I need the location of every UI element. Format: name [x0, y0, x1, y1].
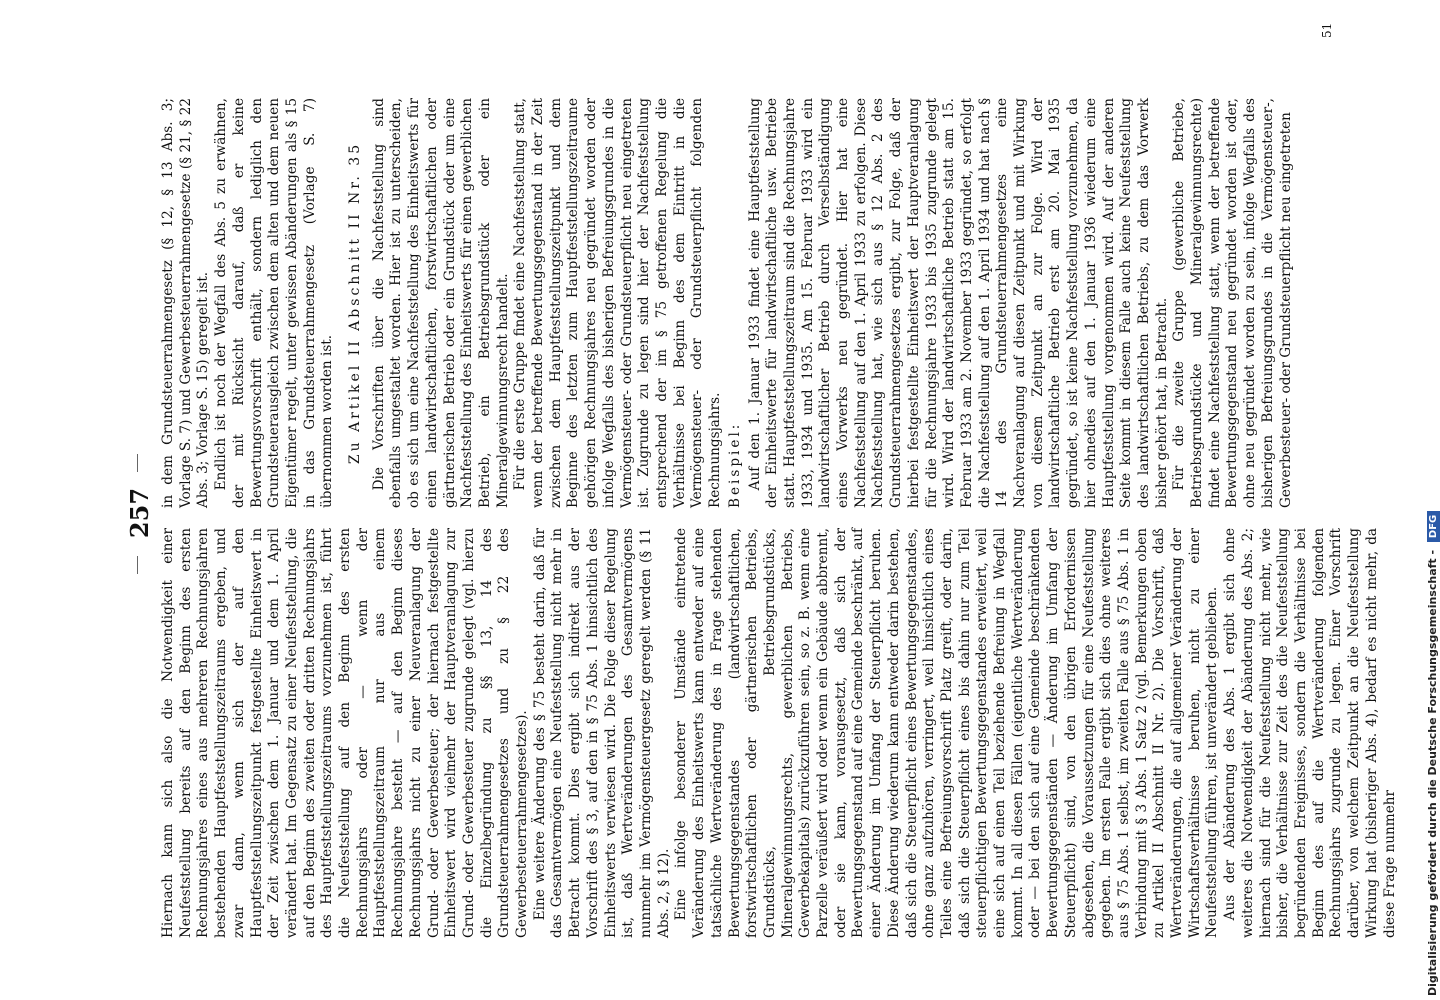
page-number-dash-right [137, 454, 138, 472]
scanned-page [125, 22, 1398, 938]
footer-number: 51 [1320, 22, 1334, 38]
right-paragraph-zweite-gruppe: Für die zweite Gruppe (gewerbliche Betriebe, Betriebsgrundstücke und Mineralgewinnungsrechte) findet eine Nachfeststellung statt, wenn der betreffende Bewertungsgegenstand neu gegründet worden ist oder, ohne neu gegründet worden zu sein, infolge Wegfalls des bisherigen Befreiungsgrundes in die Vermögensteuer-, Gewerbesteuer- oder Grundsteuerpflicht neu eingetreten [1171, 98, 1294, 508]
left-paragraph-3: Eine infolge besonderer Umstände eintretende Veränderung des Einheitswerts kann entweder auf eine tatsächliche Wertveränderung des in Frage stehenden Bewertungsgegenstandes (landwirtschaftlichen, forstwirtschaftlichen oder gärtnerischen Betriebs, Grundstücks, Betriebsgrundstücks, Mineralgewinnungsrechts, gewerblichen Betriebs, Gewerbekapitals) zurückzuführen sein, so z. B. wenn eine Parzelle veräußert wird oder wenn ein Gebäude abbrennt, oder sie kann, vorausgesetzt, daß sich der Bewertungsgegenstand auf eine Gemeinde beschränkt, auf einer Änderung im Umfang der Steuerpflicht beruhen. Diese Änderung wiederum kann entweder darin bestehen, daß sich die Steuerpflicht eines Bewertungsgegenstandes, ohne ganz aufzuhören, verringert, weil hinsichtlich eines Teiles eine Befreiungsvorschrift Platz greift, oder darin, daß sich die Steuerpflicht eines bis dahin nur zum Teil steuerpflichtigen Bewertungsgegenstandes erweitert, weil eine sich auf einen Teil beziehende Befreiung in Wegfall kommt. In all diesen Fällen (eigentliche Wertveränderung oder — bei den sich auf eine Gemeinde beschränkenden Bewertungsgegenständen — Änderung im Umfang der Steuerpflicht) sind, von den übrigen Erfordernissen abgesehen, die Voraussetzungen für eine Neufeststellung gegeben. Im ersten Falle ergibt sich dies ohne weiteres aus § 75 Abs. 1 selbst, im zweiten Falle aus § 75 Abs. 1 in Verbindung mit § 3 Abs. 1 Satz 2 (vgl. Bemerkungen oben zu Artikel II Abschnitt II Nr. 2). Die Vorschrift, daß Wertveränderungen, die auf allgemeiner Veränderung der Wirtschaftsverhältnisse beruhen, nicht zu einer Neufeststellung führen, ist unverändert geblieben. [673, 528, 1221, 938]
left-paragraph-1: Hiernach kann sich also die Notwendigkeit einer Neufeststellung bereits auf den Beginn des ersten Rechnungsjahres eines aus mehreren Rechnungsjahren bestehenden Hauptfeststellungszeitraums ergeben, und zwar dann, wenn sich der auf den Hauptfeststellungszeitpunkt festgestellte Einheitswert in der Zeit zwischen dem 1. Januar und dem 1. April verändert hat. Im Gegensatz zu einer Neufeststellung, die auf den Beginn des zweiten oder dritten Rechnungsjahrs des Hauptfeststellungszeitraums vorzunehmen ist, führt die Neufeststellung auf den Beginn des ersten Rechnungsjahrs oder — wenn der Hauptfeststellungszeitraum nur aus einem Rechnungsjahre besteht — auf den Beginn dieses Rechnungsjahrs nicht zu einer Neuveranlagung der Grund- oder Gewerbesteuer; der hiernach festgestellte Einheitswert wird vielmehr der Hauptveranlagung zur Grund- oder Gewerbesteuer zugrunde gelegt (vgl. hierzu die Einzelbegründung zu §§ 13, 14 des Grundsteuerrahmengesetzes und zu § 22 des Gewerbesteuerrahmengesetzes). [160, 528, 531, 938]
dfg-attribution [1402, 0, 1439, 1000]
attribution-text: Digitalisierung gefördert durch die Deutsche Forschungsgemeinschaft - [1426, 549, 1439, 996]
left-text-column [160, 528, 1399, 938]
right-paragraph-beispiel: Auf den 1. Januar 1933 findet eine Hauptfeststellung der Einheitswerte für landwirtschaftliche usw. Betriebe statt. Hauptfeststellungszeitraum sind die Rechnungsjahre 1933, 1934 und 1935. Am 15. Februar 1933 wird ein landwirtschaftlicher Betrieb durch Verselbständigung eines Vorwerks neu gegründet. Hier hat eine Nachfeststellung auf den 1. April 1933 zu erfolgen. Diese Nachfeststellung hat, wie sich aus § 12 Abs. 2 des Grundsteuerrahmengesetzes ergibt, zur Folge, daß der hierbei festgestellte Einheitswert der Hauptveranlagung für die Rechnungsjahre 1933 bis 1935 zugrunde gelegt wird. Wird der landwirtschaftliche Betrieb statt am 15. Februar 1933 am 2. November 1933 gegründet, so erfolgt die Nachfeststellung auf den 1. April 1934 und hat nach § 14 des Grundsteuerrahmengesetzes eine Nachveranlagung auf diesen Zeitpunkt und mit Wirkung von diesem Zeitpunkt an zur Folge. Wird der landwirtschaftliche Betrieb erst am 20. Mai 1935 gegründet, so ist keine Nachfeststellung vorzunehmen, da hier ohnedies auf den 1. Januar 1936 wiederum eine Hauptfeststellung vorgenommen wird. Auf der anderen Seite kommt in diesem Falle auch keine Neufeststellung des landwirtschaftlichen Betriebs, zu dem das Vorwerk bisher gehört hat, in Betracht. [746, 98, 1170, 508]
page-number-dash-left [137, 556, 138, 574]
right-paragraph-erste-gruppe: Für die erste Gruppe findet eine Nachfeststellung statt, wenn der betreffende Bewertungsgegenstand in der Zeit zwischen dem Hauptfeststellungszeitpunkt und dem Beginne des letzten zum Hauptfeststellungszeitraume gehörigen Rechnungsjahres neu gegründet worden oder infolge Wegfalls des bisherigen Befreiungsgrundes in die Vermögensteuer- oder Grundsteuerpflicht neu eingetreten ist. Zugrunde zu legen sind hier der Nachfeststellung entsprechend der im § 75 getroffenen Regelung die Verhältnisse bei Beginn des dem Eintritt in die Vermögensteuer- oder Grundsteuerpflicht folgenden Rechnungsjahrs. [512, 98, 724, 508]
right-intro-paragraph: in dem Grundsteuerrahmengesetz (§ 12, § 13 Abs. 3; Vorlage S. 7) und Gewerbesteuerrahmengesetze (§ 21, § 22 Abs. 3; Vorlage S. 15) geregelt ist. [160, 98, 212, 508]
page-number: 257 [125, 487, 154, 539]
dfg-logo-badge: DFG [1427, 511, 1440, 542]
right-paragraph-endlich: Endlich ist noch der Wegfall des Abs. 5 zu erwähnen, der mit Rücksicht darauf, daß er keine Bewertungsvorschrift enthält, sondern lediglich den Grundsteuerausgleich zwischen dem alten und dem neuen Eigentümer regelt, unter gewissen Abänderungen als § 15 in das Grundsteuerrahmengesetz (Vorlage S. 7) übernommen worden ist. [213, 98, 336, 508]
beispiel-label: Beispiel: [726, 421, 743, 508]
section-heading: Zu Artikel II Abschnitt II Nr. 35 [347, 141, 364, 465]
right-paragraph-vorschriften: Die Vorschriften über die Nachfeststellung sind ebenfalls umgestaltet worden. Hier ist zu unterscheiden, ob es sich um eine Nachfeststellung des Einheitswerts für einen landwirtschaftlichen, forstwirtschaftlichen oder gärtnerischen Betrieb oder ein Grundstück oder um eine Nachfeststellung des Einheitswerts für einen gewerblichen Betrieb, ein Betriebsgrundstück oder ein Mineralgewinnungsrecht handelt. [370, 98, 511, 508]
left-paragraph-4: Aus der Abänderung des Abs. 1 ergibt sich ohne weiteres die Notwendigkeit der Abänderung des Abs. 2; hiernach sind für die Neufeststellung nicht mehr, wie bisher, die Verhältnisse zur Zeit des die Neufeststellung begründenden Ereignisses, sondern die Verhältnisse bei Beginn des auf die Wertveränderung folgenden Rechnungsjahrs zugrunde zu legen. Einer Vorschrift darüber, von welchem Zeitpunkt an die Neufeststellung Wirkung hat (bisheriger Abs. 4), bedarf es nicht mehr, da diese Frage nunmehr [1222, 528, 1398, 938]
right-text-column [160, 98, 1295, 508]
left-paragraph-2: Eine weitere Änderung des § 75 besteht darin, daß für das Gesamtvermögen eine Neufeststellung nicht mehr in Betracht kommt. Dies ergibt sich indirekt aus der Vorschrift des § 3, auf den in § 75 Abs. 1 hinsichtlich des Einheitswerts verwiesen wird. Die Folge dieser Regelung ist, daß Wertveränderungen des Gesamtvermögens nunmehr im Vermögensteuergesetz geregelt werden (§ 11 Abs. 2, § 12). [531, 528, 672, 938]
